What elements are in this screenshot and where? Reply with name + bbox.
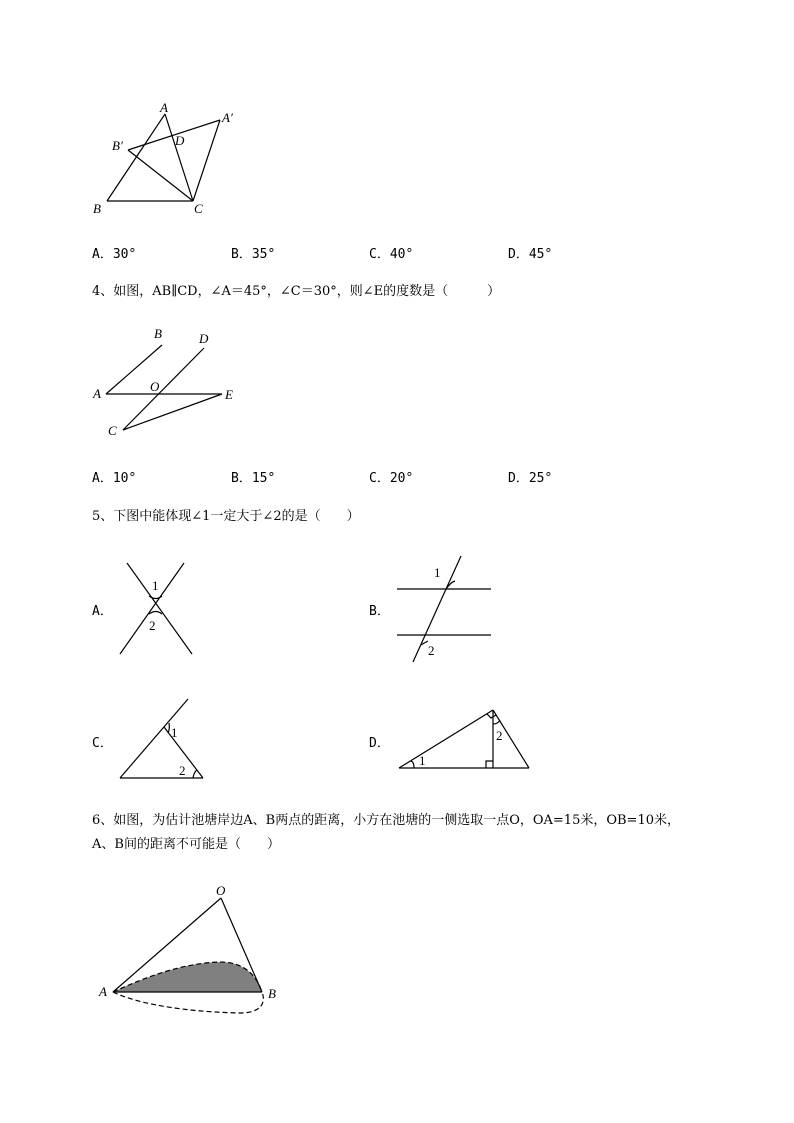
q3-option-a: A．30°	[92, 247, 137, 262]
q6-stem-line-1: 6、如图，为估计池塘岸边A、B两点的距离，小方在池塘的一侧选取一点O，OA=15米，OB=10米，	[92, 813, 680, 828]
q4-label-A: A	[93, 386, 101, 401]
q4-label-E: E	[225, 387, 233, 402]
q5-c-angle-1: 1	[171, 725, 178, 740]
q5-a-angle-1: 1	[152, 578, 159, 593]
q5-choice-d-label: D．	[369, 736, 390, 751]
q5-d-angle-2: 2	[496, 728, 503, 743]
q5-b-angle-1: 1	[434, 565, 441, 580]
q3-label-A: A	[160, 100, 168, 115]
q3-label-B: B	[93, 201, 101, 216]
q5-d-angle-1: 1	[419, 753, 426, 768]
q5-stem: 5、下图中能体现∠1一定大于∠2的是（ ）	[92, 509, 360, 524]
q3-option-d: D．45°	[508, 247, 553, 262]
q3-option-c: C．40°	[369, 247, 414, 262]
q3-option-b: B．35°	[231, 247, 276, 262]
q3-label-C: C	[194, 201, 203, 216]
q4-option-a: A．10°	[92, 471, 137, 486]
q4-label-D: D	[199, 331, 209, 346]
q5-c-angle-2: 2	[179, 763, 186, 778]
q6-label-O: O	[216, 883, 226, 898]
q4-stem: 4、如图，AB∥CD，∠A＝45°，∠C＝30°，则∠E的度数是（ ）	[92, 284, 501, 299]
q5-b-angle-2: 2	[428, 643, 435, 658]
q3-label-Aprime: A′	[222, 110, 233, 125]
q4-option-c: C．20°	[369, 471, 414, 486]
q4-label-C: C	[108, 423, 117, 438]
q5-choice-c-label: C．	[92, 736, 113, 751]
q6-pond-outline-bottom	[113, 992, 263, 1013]
q5-a-angle-2: 2	[149, 618, 156, 633]
q6-stem-line-2: A、B间的距离不可能是（ ）	[92, 837, 280, 852]
q5-choice-b-label: B．	[369, 604, 390, 619]
q6-label-A: A	[99, 984, 107, 999]
q4-option-b: B．15°	[231, 471, 276, 486]
q3-label-D: D	[175, 133, 185, 148]
q4-label-O: O	[150, 379, 160, 394]
q4-option-d: D．25°	[508, 471, 553, 486]
q4-label-B: B	[154, 326, 162, 341]
q3-label-Bprime: B′	[112, 138, 123, 153]
q6-label-B: B	[268, 986, 276, 1001]
q6-pond-shading	[113, 962, 262, 992]
q5-choice-a-label: A．	[92, 604, 113, 619]
